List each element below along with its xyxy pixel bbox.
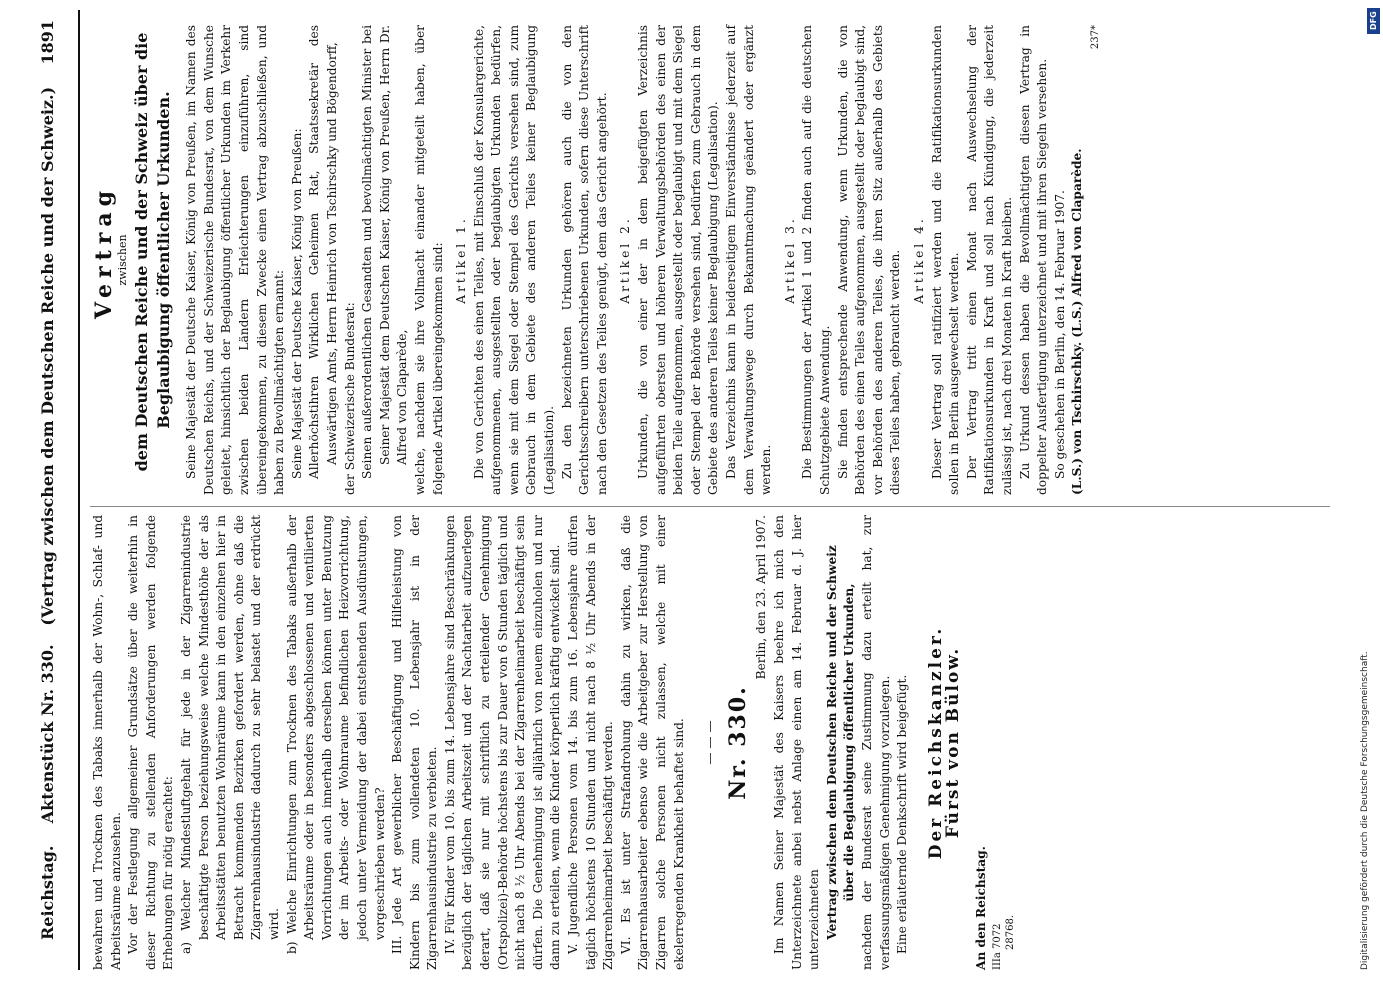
header-doc-number: Aktenstück Nr. 330. bbox=[38, 644, 57, 824]
left-para-iii: III. Jede Art gewerblicher Beschäftigung und Hilfeleistung von Kindern bis zum vollendeten 10. Lebensjahr ist in der Zigarrenhausindustrie zu verbieten. bbox=[390, 515, 440, 970]
header-right-title: (Vertrag zwischen dem Deutschen Reiche und der Schweiz.) bbox=[38, 86, 57, 626]
right-para-6: welche, nachdem sie ihre Vollmacht einander mitgeteilt haben, über folgende Artikel übereingekommen sind: bbox=[412, 25, 445, 495]
article4-para-3: Zu Urkund dessen haben die Bevollmächtigten diesen Vertrag in doppelter Ausfertigung unterzeichnet und mit ihren Siegeln versehen. bbox=[1017, 25, 1050, 495]
article2-para-1: Urkunden, die von einer der in dem beigefügten Verzeichnis aufgeführten obersten und höheren Verwaltungsbehörden des einen der beiden Teile aufgenommen, ausgestellt oder beglaubigt und mit dem Siegel oder Stempel der Behörde versehen sind, bedürfen zum Gebrauch in dem Gebiete des anderen Teiles keiner Beglaubigung (Legalisation). bbox=[636, 25, 721, 495]
article4-para-2: Der Vertrag tritt einen Monat nach Auswechselung der Ratifikationsurkunden in Kraft und soll nach Kündigung, die jederzeit zulässig ist, nach drei Monaten in Kraft bleiben. bbox=[964, 25, 1014, 495]
article4-para-4: So geschehen in Berlin, den 14. Februar 1907. bbox=[1052, 190, 1067, 479]
signature-name: Fürst von Bülow. bbox=[943, 646, 964, 839]
article2-title: Artikel 2. bbox=[618, 216, 633, 304]
treaty-between: zwischen bbox=[115, 234, 129, 286]
left-para-v: V. Jugendliche Personen vom 14. bis zum 16. Lebensjahre dürfen täglich höchstens 10 Stunden und nicht nach 8 ½ Uhr Abends in der Zigarrenheimarbeit beschäftigt werden. bbox=[566, 515, 616, 970]
article1-para-1: Die von Gerichten des einen Teiles, mit Einschluß der Konsulargerichte, aufgenommenen, ausgestellten oder beglaubigten Urkunden bedürfen, wenn sie mit dem Siegel oder Stempel des Gerichts versehen sind, zum Gebrauch in dem Gebiete des anderen Teiles keiner Beglaubigung (Legalisation). bbox=[471, 25, 557, 495]
article4-para-1: Dieser Vertrag soll ratifiziert werden und die Ratifikationsurkunden sollen in Berlin ausgewechselt werden. bbox=[929, 25, 962, 495]
treaty-title: Vertrag bbox=[91, 184, 117, 320]
left-body-treaty: Vertrag zwischen dem Deutschen Reiche und der Schweiz über die Beglaubigung öffentlicher Urkunden, bbox=[824, 545, 857, 940]
treaty-subtitle: dem Deutschen Reiche und der Schweiz über die Beglaubigung öffentlicher Urkunden. bbox=[132, 32, 174, 472]
left-para-1: bewahren und Trocknen des Tabaks innerhalb der Wohn-, Schlaf- und Arbeitsräume anzusehen. bbox=[91, 515, 123, 970]
left-para-a: a) Welcher Mindestluftgehalt für jede in der Zigarrenindustrie beschäftigte Person beziehungsweise welche Mindesthöhe der als Arbeitsstätten benutzten Wohnräume kann in den einzelnen hier in Betracht kommenden Bezirken gefordert werden, ohne daß die Zigarrenhausindustrie dadurch zu sehr belastet und der erdrückt wird. bbox=[178, 515, 281, 954]
left-column bbox=[90, 515, 1350, 970]
right-para-5: Seinen außerordentlichen Gesandten und bevollmächtigten Minister bei Seiner Majestät dem Deutschen Kaiser, König von Preußen, Herrn Dr. Alfred von Claparède, bbox=[360, 25, 410, 479]
footer-mark: 237* bbox=[1089, 25, 1101, 50]
reference-2: 28768. bbox=[1004, 915, 1016, 950]
left-body-4: Eine erläuternde Denkschrift wird beigefügt. bbox=[895, 674, 910, 954]
right-para-1: Seine Majestät der Deutsche Kaiser, König von Preußen, im Namen des Deutschen Reichs, und der Schweizerische Bundesrat, von dem Wunsche geleitet, hinsichtlich der Beglaubigung öffentlicher Urkunden im Verkehr zwischen beiden Ländern Erleichterungen einzuführen, sind übereingekommen, zu diesem Zwecke einen Vertrag abzuschließen, und haben zu Bevollmächtigten ernannt: bbox=[184, 25, 287, 495]
separator: — — — bbox=[703, 720, 718, 765]
place-date: Berlin, den 23. April 1907. bbox=[754, 515, 769, 680]
dfg-logo: DFG bbox=[1367, 8, 1380, 34]
signature-title: Der Reichskanzler. bbox=[925, 625, 946, 860]
document-number: Nr. 330. bbox=[724, 685, 751, 800]
reference-1: IIIa 7072 bbox=[991, 923, 1003, 970]
header-left-title: Reichstag. bbox=[38, 845, 57, 940]
page-number: 1891 bbox=[38, 20, 57, 65]
article1-title: Artikel 1. bbox=[454, 216, 469, 304]
addressee: An den Reichstag. bbox=[973, 846, 988, 970]
right-para-4: der Schweizerische Bundesrat: bbox=[342, 302, 357, 495]
left-body-1: Im Namen Seiner Majestät des Kaisers beehre ich mich den Unterzeichnete anbei nebst Anlage einen am 14. Februar d. J. hier unterzeichneten bbox=[771, 515, 822, 970]
right-column bbox=[90, 25, 1350, 495]
header-left bbox=[38, 644, 74, 940]
column-divider bbox=[90, 506, 1330, 507]
left-para-2: Vor der Festlegung allgemeiner Grundsätze über die weiterhin in dieser Richtung zu stellenden Anforderungen werden folgende Erhebungen für nötig erachtet: bbox=[126, 515, 176, 970]
article3-para-2: Sie finden entsprechende Anwendung, wenn Urkunden, die von Behörden des einen Teiles aufgenommen, ausgestellt oder beglaubigt sind, vor Behörden des anderen Teiles, die ihren Sitz außerhalb des Gebiets dieses Teiles haben, gebraucht werden. bbox=[835, 25, 903, 495]
article2-para-2: Das Verzeichnis kann in beiderseitigem Einverständnisse jederzeit auf dem Verwaltungswege durch Bekanntmachung geändert oder ergänzt werden. bbox=[724, 25, 774, 495]
left-para-vi: VI. Es ist unter Strafandrohung dahin zu wirken, daß die Zigarrenhausarbeiter ebenso wie die Arbeitgeber zur Herstellung von Zigarren solche Personen nicht zulassen, welche mit einer ekelerregenden Krankheit behaftet sind. bbox=[618, 515, 686, 970]
right-para-2: Seine Majestät der Deutsche Kaiser, König von Preußen: bbox=[289, 128, 304, 479]
header-right bbox=[38, 20, 74, 660]
margin-note: Digitalisierung gefördert durch die Deutsche Forschungsgemeinschaft. bbox=[1360, 651, 1370, 970]
left-body-3: nachdem der Bundesrat seine Zustimmung dazu erteilt hat, zur verfassungsmäßigen Genehmigung vorzulegen. bbox=[859, 515, 892, 970]
header-rule bbox=[78, 10, 80, 970]
left-para-b: b) Welche Einrichtungen zum Trocknen des Tabaks außerhalb der Arbeitsräume oder in besonders abgeschlossenen und ventilierten Vorrichtungen auch innerhalb derselben können unter Benutzung der im Arbeits- oder Wohnraume befindlichen Heizvorrichtung, jedoch unter Vermeidung der dabei entstehenden Ausdünstungen, vorgeschrieben werden? bbox=[284, 515, 387, 954]
article3-title: Artikel 3. bbox=[782, 216, 797, 304]
signatures: (L.S.) von Tschirschky. (L.S.) Alfred von Claparède. bbox=[1070, 148, 1085, 495]
right-para-3: Allerhöchstihren Wirklichen Geheimen Rat, Staatssekretär des Auswärtigen Amts, Herrn Heinrich von Tschirschky und Bögendorff, bbox=[307, 25, 339, 479]
article3-para-1: Die Bestimmungen der Artikel 1 und 2 finden auch auf die deutschen Schutzgebiete Anwendung. bbox=[800, 25, 832, 495]
article4-title: Artikel 4. bbox=[911, 216, 926, 304]
left-para-iv: IV. Für Kinder vom 10. bis zum 14. Lebensjahre sind Beschränkungen bezüglich der täglichen Arbeitszeit und der Nachtarbeit aufzuerlegen derart, daß sie nur mit schriftlich zu erteilender Genehmigung (Ortspolizei)-Behörde höchstens bis zur Dauer von 6 Stunden täglich und nicht nach 8 ½ Uhr Abends bei der Zigarrenheimarbeit beschäftigt sein dürfen. Die Genehmigung ist alljährlich von neuem einzuholen und nur dann zu erteilen, wenn die Kinder körperlich kräftig entwickelt sind. bbox=[442, 515, 563, 970]
article1-para-2: Zu den bezeichneten Urkunden gehören auch die von den Gerichtsschreibern unterschriebenen Urkunden, sofern diese Unterschrift nach den Gesetzen des Teiles genügt, dem das Gericht angehört. bbox=[559, 25, 609, 495]
